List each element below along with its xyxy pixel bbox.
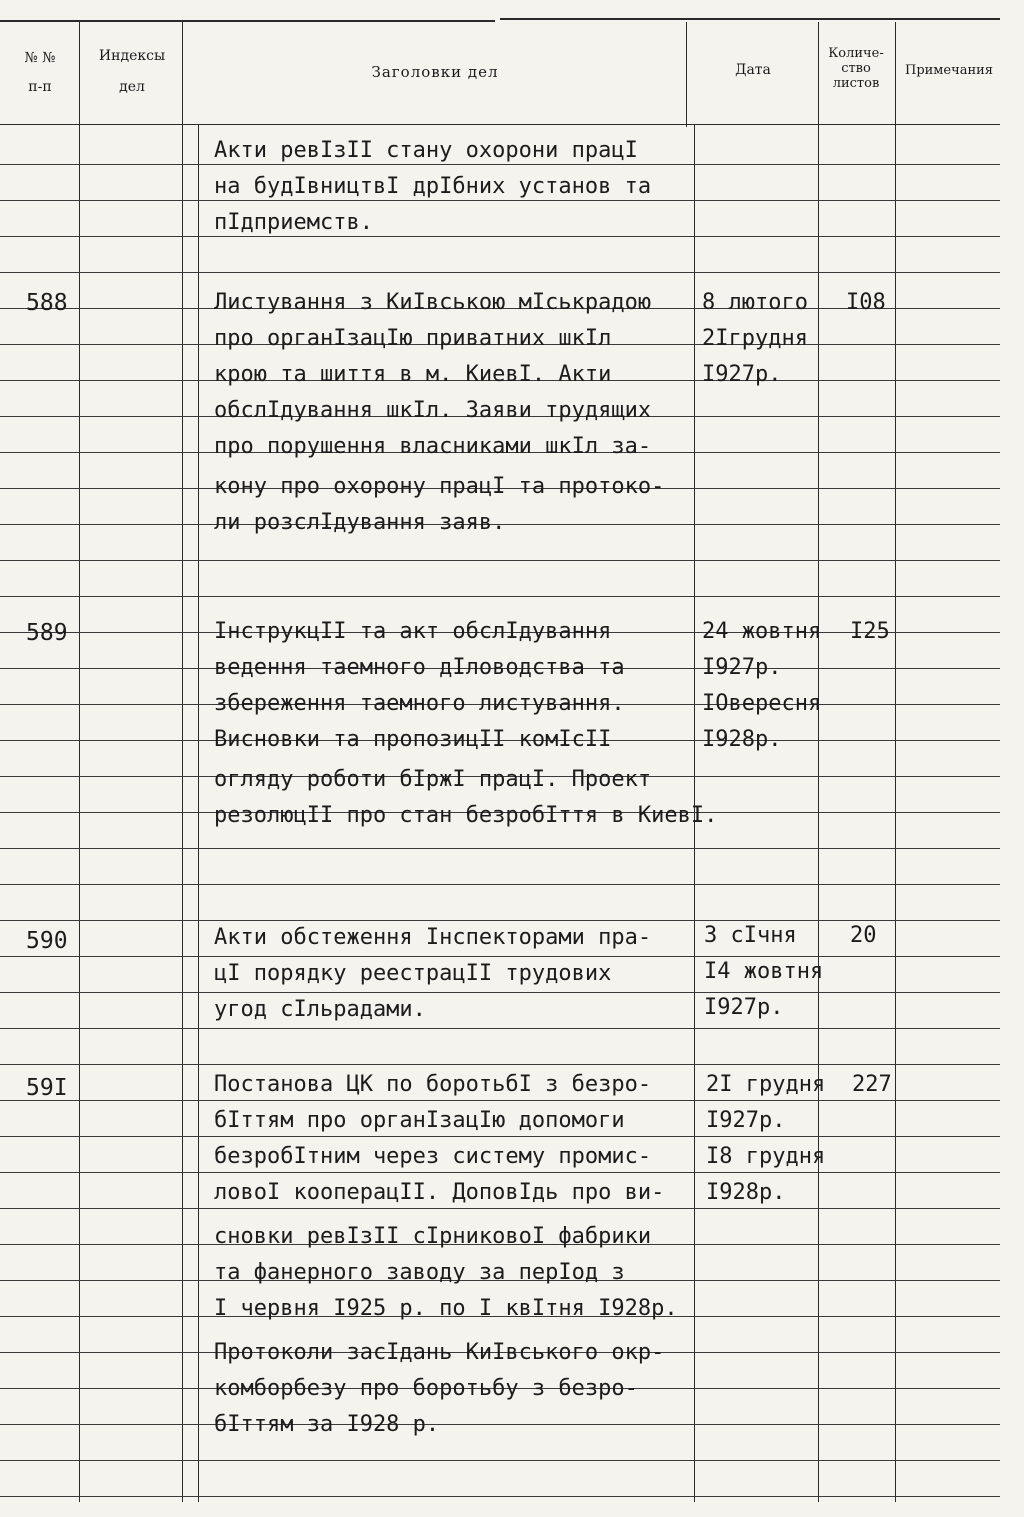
entry-title-line: на будIвництвI дрIбних установ та: [214, 174, 652, 199]
header-bottom-rule: [0, 124, 1000, 125]
ruled-line: [0, 596, 1000, 597]
header-title: Заголовки дел: [371, 63, 499, 81]
entry-date-line: IОвересня: [702, 691, 822, 716]
entry-date: [706, 1067, 825, 1211]
entry-title-line: Висновки та пропозицII комIсII: [214, 727, 612, 752]
header-sheets-line-1: Количе-: [828, 46, 884, 61]
entry-title: [214, 133, 704, 241]
entry-title-line: цI порядку реестрацII трудових: [214, 961, 612, 986]
entry-title-line: угод сIльрадами.: [214, 997, 426, 1022]
entry-sheets-value: I08: [846, 290, 886, 315]
entry-date-line: 2I грудня: [706, 1072, 826, 1097]
ruled-line: [0, 560, 1000, 561]
entry-title-line: Протоколи засIдань КиIвського окр-: [214, 1340, 665, 1365]
entry-sheets: [852, 1067, 892, 1103]
entry-title-line: ли розслIдування заяв.: [214, 510, 506, 535]
entry-title-line: Листування з КиIвською мIськрадою: [214, 290, 652, 315]
entry-title-line: ведення таемного дIловодства та: [214, 655, 625, 680]
entry-date-line: I928р.: [706, 1180, 786, 1205]
entry-title-line: збереження таемного листування.: [214, 691, 625, 716]
entry-title: [214, 614, 718, 834]
entry-title-line: пIдприемств.: [214, 210, 373, 235]
entry-date-line: I927р.: [704, 995, 784, 1020]
entry-date-line: I928р.: [702, 727, 782, 752]
entry-title-line: та фанерного заводу за перIод з: [214, 1260, 625, 1285]
header-number-line-2: п-п: [28, 79, 52, 95]
entry-title-line: комборбезу про боротьбу з безро-: [214, 1376, 638, 1401]
entry-date-line: I8 грудня: [706, 1144, 826, 1169]
ruled-line: [0, 1460, 1000, 1461]
entry-title-line: резолюцII про стан безробIття в КиевI.: [214, 803, 718, 828]
ruled-line: [0, 272, 1000, 273]
entry-date: [704, 918, 823, 1026]
entry-date-line: I4 жовтня: [704, 959, 824, 984]
entry-date: [702, 285, 808, 393]
header-number: [4, 50, 76, 96]
entry-sheets-value: I25: [850, 619, 890, 644]
header-index: [84, 48, 180, 96]
entry-date: [702, 614, 821, 758]
entry-title: [214, 1067, 704, 1443]
entry-title: [214, 285, 704, 541]
entry-date-line: I927р.: [706, 1108, 786, 1133]
ruled-line: [0, 848, 1000, 849]
ruled-line: [0, 1496, 1000, 1497]
entry-number: 589: [26, 620, 68, 646]
entry-date-line: 3 сIчня: [704, 923, 797, 948]
entry-date-line: I927р.: [702, 655, 782, 680]
entry-sheets-value: 227: [852, 1072, 892, 1097]
ruled-line: [0, 1028, 1000, 1029]
header-notes: Примечания: [904, 63, 993, 78]
entry-title-line: безробIтним через систему промис-: [214, 1144, 652, 1169]
entry-sheets: [850, 918, 877, 954]
entry-title: [214, 920, 704, 1028]
header-top-rule-left: [0, 20, 495, 22]
entry-date-line: 24 жовтня: [702, 619, 822, 644]
ruled-line: [0, 884, 1000, 885]
entry-title-line: кону про охорону працI та протоко-: [214, 474, 665, 499]
ruled-line: [0, 1064, 1000, 1065]
entry-sheets-value: 20: [850, 923, 877, 948]
entry-title-line: сновки ревIзII сIрниковоI фабрики: [214, 1224, 652, 1249]
column-rule-4-header: [686, 22, 687, 127]
header-sheets-line-3: листов: [832, 76, 880, 91]
header-sheets: [818, 46, 894, 91]
entry-sheets: [850, 614, 890, 650]
entry-title-line: бIттям за I928 р.: [214, 1412, 440, 1437]
entry-title-line: огляду роботи бIржI працI. Проект: [214, 767, 652, 792]
entry-date-line: 2Iгрудня: [702, 326, 808, 351]
entry-title-line: про органIзацIю приватних шкIл: [214, 326, 612, 351]
entry-number: 588: [26, 290, 68, 316]
entry-title-line: про порушення власниками шкIл за-: [214, 434, 652, 459]
entry-title-line: бIттям про органIзацIю допомоги: [214, 1108, 625, 1133]
entry-title-line: Акти обстеження Iнспекторами пра-: [214, 925, 652, 950]
header-top-rule-right: [500, 18, 1000, 20]
entry-title-line: Акти ревIзII стану охорони працI: [214, 138, 638, 163]
header-sheets-line-2: ство: [841, 61, 871, 76]
column-rule-3: [198, 124, 199, 1502]
header-index-line-1: Индексы: [98, 48, 166, 64]
header-number-line-1: № №: [24, 50, 56, 66]
entry-title-line: ловоI кооперацII. ДоповIдь про ви-: [214, 1180, 665, 1205]
entry-title-line: I червня I925 р. по I квIтня I928р.: [214, 1296, 678, 1321]
entry-sheets: [846, 285, 886, 321]
entry-number: 590: [26, 928, 68, 954]
entry-title-line: IнструкцII та акт обслIдування: [214, 619, 612, 644]
entry-number: 59I: [26, 1075, 68, 1101]
header-date: Дата: [735, 62, 771, 78]
entry-title-line: обслIдування шкIл. Заяви трудящих: [214, 398, 652, 423]
entry-date-line: 8 лютого: [702, 290, 808, 315]
header-index-line-2: дел: [119, 79, 145, 95]
entry-title-line: Постанова ЦК по боротьбI з безро-: [214, 1072, 652, 1097]
entry-title-line: крою та шиття в м. КиевI. Акти: [214, 362, 612, 387]
entry-date-line: I927р.: [702, 362, 782, 387]
